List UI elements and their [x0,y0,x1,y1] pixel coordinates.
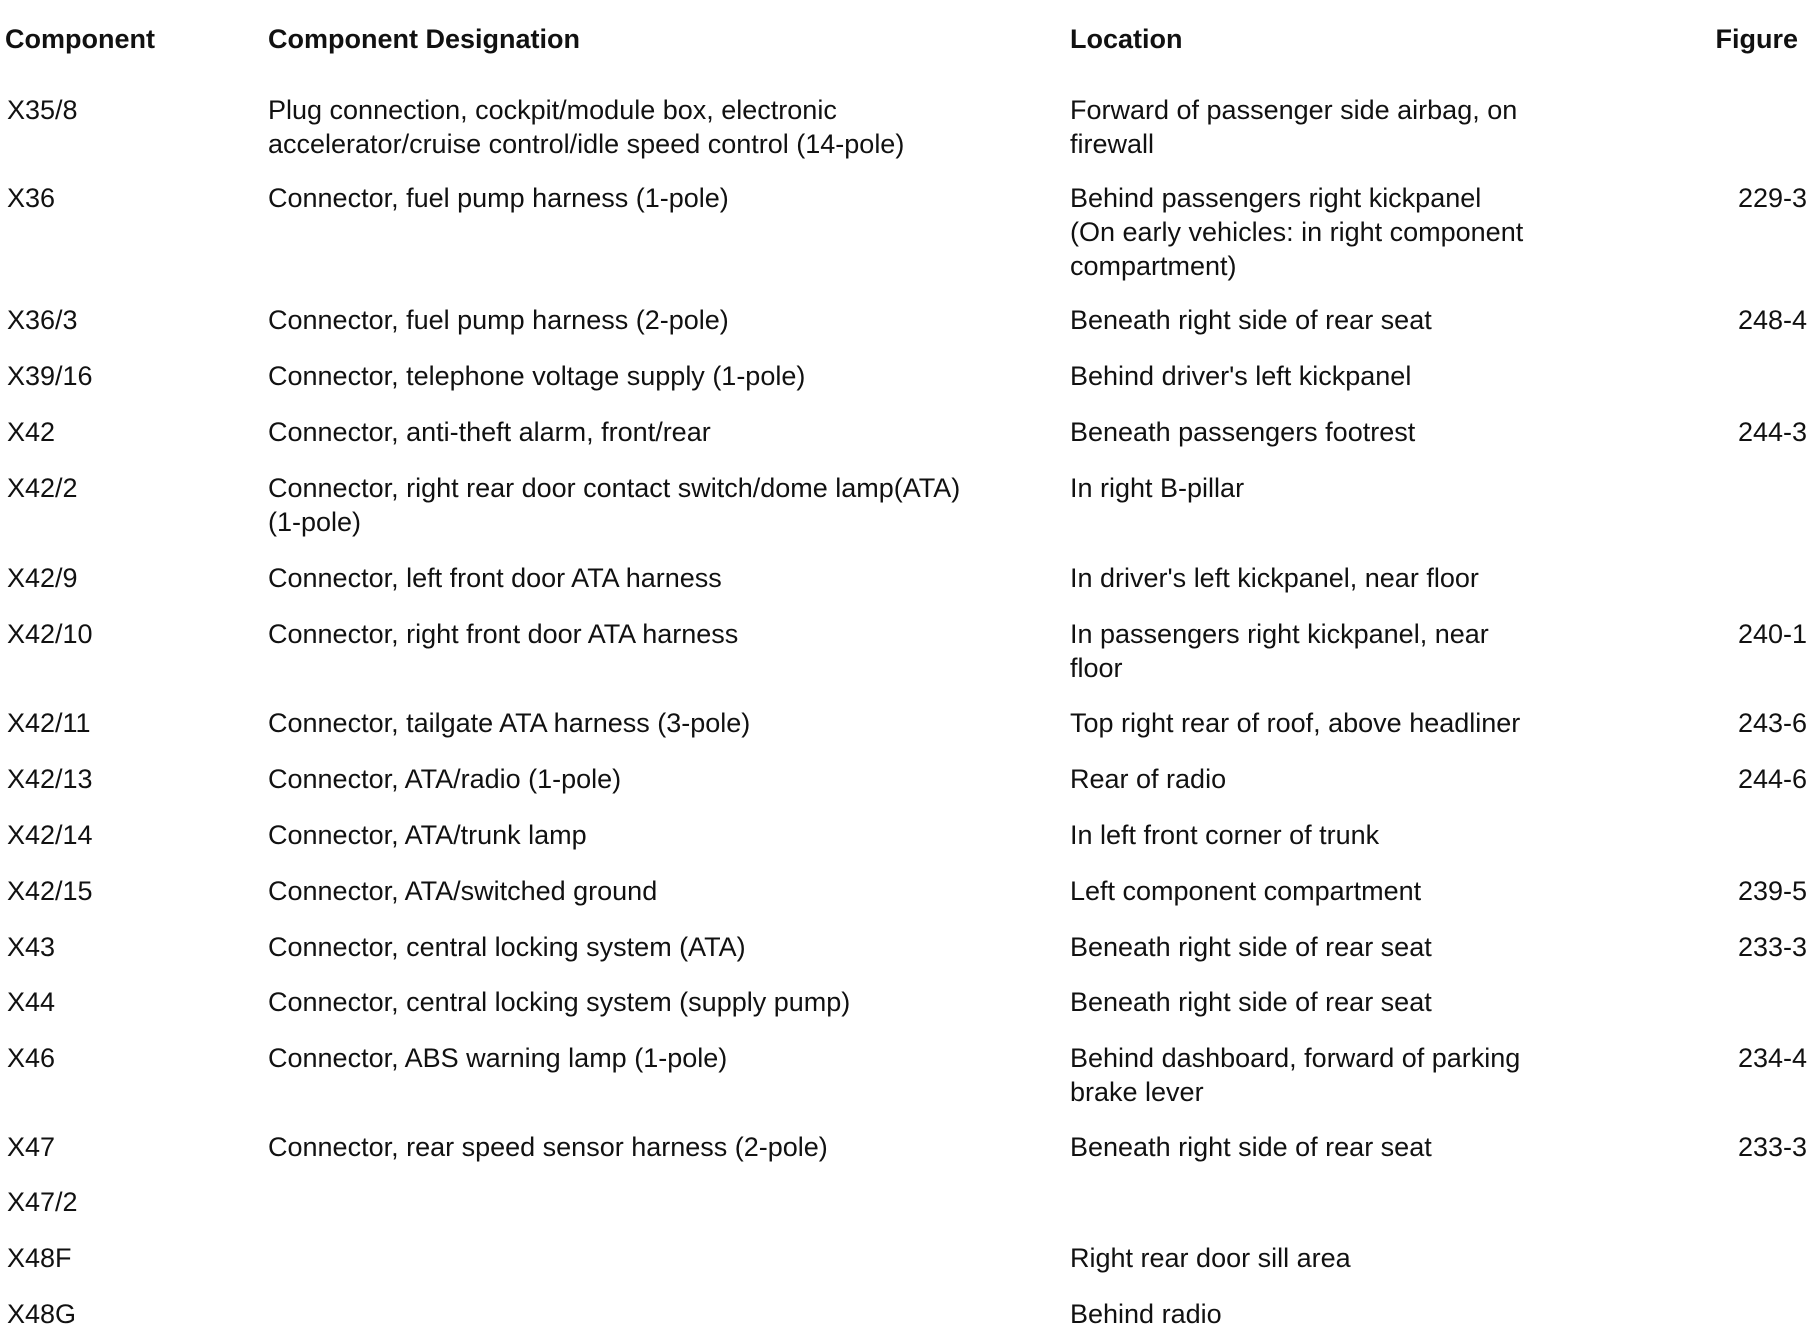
row-figure: 244-3 [1737,417,1807,447]
row-location: In right B-pillar [1070,473,1245,503]
row-component: X42/13 [7,764,93,794]
row-location: Top right rear of roof, above headliner [1070,708,1521,738]
row-location: Beneath right side of rear seat [1070,987,1432,1017]
row-designation: Connector, tailgate ATA harness (3-pole) [268,708,751,738]
row-location: Behind passengers right kickpanel (On early vehicles: in right component compartment) [1070,183,1524,281]
row-component: X36/3 [7,305,78,335]
row-component: X42/10 [7,619,93,649]
row-designation: Connector, rear speed sensor harness (2-pole) [268,1132,828,1162]
row-designation: Connector, ATA/radio (1-pole) [268,764,622,794]
row-designation: Connector, right rear door contact switch/dome lamp(ATA) (1-pole) [268,473,961,537]
header-component: Component [5,24,155,54]
row-component: X42/9 [7,563,78,593]
row-component: X48G [7,1299,77,1329]
row-component: X42/11 [7,708,91,738]
row-location: In passengers right kickpanel, near floor [1070,619,1489,683]
row-location: Behind driver's left kickpanel [1070,361,1412,391]
row-designation: Connector, right front door ATA harness [268,619,739,649]
row-location: Right rear door sill area [1070,1243,1351,1273]
row-designation: Connector, ABS warning lamp (1-pole) [268,1043,728,1073]
row-figure: 240-1 [1737,619,1807,649]
row-location: Beneath right side of rear seat [1070,305,1432,335]
row-component: X46 [7,1043,56,1073]
row-component: X42/14 [7,820,93,850]
row-location: In driver's left kickpanel, near floor [1070,563,1479,593]
row-location: Beneath passengers footrest [1070,417,1416,447]
row-designation: Connector, central locking system (supply pump) [268,987,851,1017]
row-component: X42/15 [7,876,93,906]
header-designation: Component Designation [268,24,580,54]
row-figure: 229-3 [1737,183,1807,213]
row-figure: 239-5 [1737,876,1807,906]
row-designation: Connector, fuel pump harness (1-pole) [268,183,729,213]
row-figure: 243-6 [1737,708,1807,738]
row-figure: 234-4 [1737,1043,1807,1073]
row-designation: Connector, left front door ATA harness [268,563,722,593]
row-location: Forward of passenger side airbag, on firewall [1070,95,1518,159]
header-figure: Figure [1715,24,1798,54]
row-location: In left front corner of trunk [1070,820,1380,850]
row-location: Behind radio [1070,1299,1222,1329]
row-figure: 233-3 [1737,1132,1807,1162]
row-designation: Connector, fuel pump harness (2-pole) [268,305,729,335]
row-designation: Connector, anti-theft alarm, front/rear [268,417,711,447]
row-designation: Plug connection, cockpit/module box, electronic accelerator/cruise control/idle speed control (14-pole) [268,95,905,159]
row-location: Beneath right side of rear seat [1070,1132,1432,1162]
row-location: Left component compartment [1070,876,1422,906]
row-component: X47/2 [7,1187,78,1217]
row-component: X42 [7,417,56,447]
row-figure: 244-6 [1737,764,1807,794]
row-figure: 248-4 [1737,305,1807,335]
row-component: X36 [7,183,56,213]
row-component: X47 [7,1132,56,1162]
row-component: X48F [7,1243,72,1273]
row-location: Beneath right side of rear seat [1070,932,1432,962]
row-component: X43 [7,932,56,962]
row-component: X35/8 [7,95,78,125]
header-location: Location [1070,24,1183,54]
row-designation: Connector, ATA/trunk lamp [268,820,587,850]
row-location: Behind dashboard, forward of parking brake lever [1070,1043,1521,1107]
row-component: X42/2 [7,473,78,503]
row-designation: Connector, ATA/switched ground [268,876,658,906]
row-figure: 233-3 [1737,932,1807,962]
row-location: Rear of radio [1070,764,1227,794]
row-designation: Connector, central locking system (ATA) [268,932,746,962]
row-component: X39/16 [7,361,93,391]
row-designation: Connector, telephone voltage supply (1-pole) [268,361,806,391]
row-component: X44 [7,987,56,1017]
